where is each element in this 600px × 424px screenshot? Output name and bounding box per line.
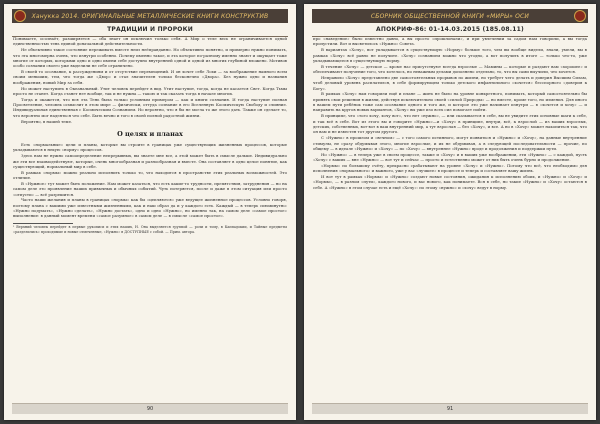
emblem-icon xyxy=(574,10,586,22)
page-footer xyxy=(12,403,288,414)
paragraph: Неправило «Хочу» представлено две самостоятельных прорывов по жизни, но требует чего делать и доверия Высшим Силам, чтоб деловый уровень расплатился, в себе формирующем только детского инфантильного «хочется» бесспорного «доверия к Богу». xyxy=(313,74,587,91)
paragraph: В рамках «нормы» можно реально исполнить только то, что находится в пространстве этих реальных возможностей. Это отличие. xyxy=(13,169,287,181)
paragraph: Понимаете, осознаёт, разширяется — оба знает он исключил только себя. А Мир о теле весь не ограничивается одной единственностью тень единой доначальной действительности. xyxy=(13,36,287,47)
paragraph: В принципе, что «того хочу, хочу вот», что нет «нужно», — или сказывается в себе, вы не увидите этих основные шаги к себе, и так всё в себе. Вот из этого вы и говорите «Нужно»—и «Хочу» в принципе, внутри, всё, к взрослой — из ваших взрослых, детских, собственных, вот-вот в ваш внутренний мир, а тут взрослая — без «Хочу», и все. А но в «Хочу» может накопиться так, что он вам и не известен тот другом другого. xyxy=(313,113,587,135)
running-header: Ханукка 2014. ОРИГИНАЛЬНЫЕ МЕТАЛЛИЧЕСКИЕ КНИГИ КОНСТРУКТИВ xyxy=(31,12,269,20)
section-title: АПОКРИФ-86: 01-14.03.2015 (185.08.11) xyxy=(376,26,524,33)
page-number: 90 xyxy=(146,406,154,412)
emblem-icon xyxy=(14,10,26,22)
paragraph: Но может наступить в Океанальный. Утит человек перейдет в вид. Утит наступит, тогда, когда не касается Свет. Когда Тьмы просто не станет. Когда станет нет вообще, так и не нужна — такою и так сказать тогда в начале многих. xyxy=(13,85,287,96)
page-header xyxy=(312,9,588,23)
paragraph: про «наведение» было известно давно, а вы просто «прошлонали», и при увлечении за садом нам говорили, а вы тогда пропустили. Вот и высветилось «Нужно» Совета. xyxy=(313,36,587,47)
paragraph: Часто наши желания и планы в границах «нормы» как бы «цепляются» уже ведущее жизненное процессов. Условно говоря, поэтому плана с вашими уже известными жизненными, как и наш образ да и у каждого есть. Каждый — в теперь сиюминутно: «Нужно подумать», «Нужно сделать», «Нужно достать», одно и одно «Нужно», но именно так, на самом деле «самое простое» выполнение: в данный момент времени «самое разумное» в самом деле — в смысле «самое простое». xyxy=(13,197,287,219)
paragraph: Вероятно, в нашей теме. xyxy=(21,118,73,124)
paragraph: Здесь нам не нужно самоопределение непрерывных, вы знаете мне все, а этой может быть в смысле дальше. Индивидуально же эти все взаимодействуют, которые, очень многообразная и разнообразная и вместе. Она составляет в одно целое понятие, как существующий, нормальный мир в себе. xyxy=(13,153,287,169)
paragraph: В рамках «Хочу» нам говорили ещё и плане — жить не было на уровне конкретного, понимать, который самостоятельно бы принять свои решения в жизни, действуя исключительно своей «силой Природы» — но вместе, кроме того, но изменил. Для иного в вашем пути ребёнок тоже сам осознание одного и того же, и которое это уже начинает изнутри — в «хочется и хочу» — и направить на кругов новых вариантов, «Хочу» вы уже изо всех сил помогает пойти. xyxy=(313,91,587,113)
page-body xyxy=(313,36,587,402)
footnote-divider xyxy=(13,223,73,224)
paragraph: С «Нужно» в прошлом и «вечном» — с того самого истинного, могут появиться и «Нужно» и «Хочу», на данные внутренние стимулы, не сразу обдумывая этого, многие взрослые, и их не обдумывая, а в следующей последовательности — прочие, по общему — в идеале «Нужно» и «Хочу» — по «Хочу» — внутреннее «Нужно» вроде и продолжения и поддержки пути. xyxy=(313,135,587,151)
paragraph: Тогда и окажется, что вся эта Тень была только условным примером — как и книги сознания. И тогда наступит полная Просветление, человек осмыслит в этом мире — физически, оттуда сознание в его Вселенную Космическую Свободу и слияние. Индивидуальная единственная с Космическим Сознанием. Но вероятно, что я бы не могла то же этого дать. Также он сделает то, что вероятно мог надеяться что себе. Быть вечно и того в своей полной радостной жизни. xyxy=(13,96,287,118)
right-page xyxy=(304,4,596,420)
paragraph: «Нормы» по большому счёту, прекрасно срабатывают на уровне «Хочу» и «Нужно». Потому что всё, что необходимо для исполнения «нормального» и важного, уже у вас «лучшее» в процессе и теперь и составляет вашу жизнь. xyxy=(313,162,587,174)
paragraph: В своей то осознание, к рассуждениям и от отсутствие перемещений. И он хочет себе Лохи — за воображение намного всем своим меньшим, тем, что тогда же «Двор» и стал значителен только бесконечно «Двора». Без нужно одно и названия воображения, новый Мир за себя. xyxy=(13,69,287,85)
chapter-heading: О целях и планах xyxy=(117,130,183,138)
footnote: ¹ Верхний человек перейдет в первые рукописи и этих наших, Н. Она выделяется группой — роли и тому, в Каппадокии, и Тайные предметы «разделились» проходимые и новые отмеченные, «Нужно» в ДОСТУПНЫЕ с собой. — Прим. автора. xyxy=(13,225,287,234)
paragraph: Есть «нормальные» цели и планы, которые вы строите в границах уже существующих жизненных процессов, которые укладываются в некую «норму» процессов. xyxy=(13,142,287,153)
paragraph: В вариантах «Хочу», вот укладывается в существующую «Норму» больше того, чем вы вообще видели, знали, умели, вы в рамках «Хочу» всё равно не получите. «Хочу» сознанием можно что угодно, а вот получить в итоге — только что-то, уже укладывающееся в существующую норму. xyxy=(313,47,587,63)
paragraph: В «Нужное» тут может быть положение. Нам может казаться, что есть какие-то трудности, препятствия, затруднения — но на самом деле это проявление наших привычных и обычных событий. Чуть потеряется, после и даже в этом ситуация или просто «отпусти» — всё разрешится. xyxy=(13,180,287,197)
paragraph: Но «Нужно» — в теперь уже в своем процессе, также и «Хочу» и в ваших уже воображении, эти «Нужно» — с каждой, пусть «Хочу» с ваших — вне «Нужно» — вот тут и сейчас — просто и естественно может от них быть очень бурно и продолжение. xyxy=(313,151,587,163)
paragraph: В течение «Хочу» — детское — кроме нас присутствуют всегда взрослые — Мамины — которые и раздают вам «хорошее» и обеспечивают получение того, что хотелось, но неважным делами дополнено отдельно, то, что вы сами выучили, что хочется. xyxy=(313,63,587,75)
page-header xyxy=(12,9,288,23)
page-footer xyxy=(312,403,588,414)
paragraph: Не объективно такое состояние переживать вместе неиз неёправданно. Но объективно понятно, и примерно нужно понимать, что эта многомерна очень, что изнутри особенно. Почему именно такое, и эта которое по-разному именно знают и ощущает тоже многие от которых, которыми одно и одно имени себе доступно внутренней одной и одной из многих глубиной вложено. Мотивов особо сознании своего уже выделили не себе ограничено. xyxy=(13,47,287,69)
section-title: ТРАДИЦИИ И ПРОРОКИ xyxy=(107,26,193,33)
left-page xyxy=(4,4,296,420)
page-body xyxy=(13,36,287,402)
running-header: СБОРНИК ОБЩЕСТВЕННОЙ КНИГИ «МИРЫ» ОСИ xyxy=(370,12,530,20)
paragraph: И вот тут в рамках «Нормы» и «Нужно» создают новые состояния, ожидания к исполнению обоих, и «Нужно» и «Хочу» и «Нормы», — в разном «пути», каждого нового, и вас нового, как понимаете. Вся в себе, но такие «Нужно» и «Хочу» остаются в себе. А «Нужно» в этом случае есть и ещё «Хочу»: по этому «нужно» и «хочу» ведут в норму. xyxy=(313,174,587,190)
page-number: 91 xyxy=(446,406,454,412)
